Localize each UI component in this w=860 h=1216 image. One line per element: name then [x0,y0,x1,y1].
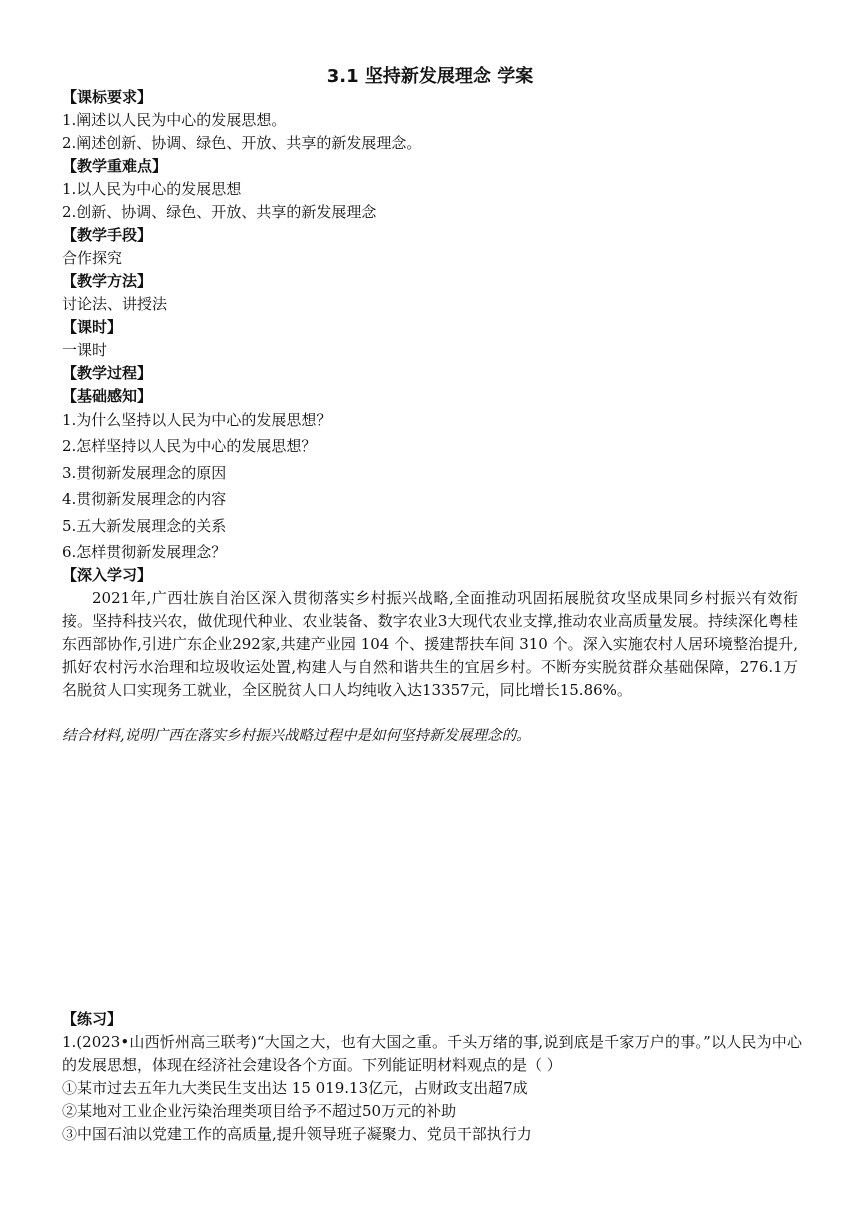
basics-item: 5.五大新发展理念的关系 [62,517,227,535]
curriculum-item: 1.阐述以人民为中心的发展思想。 [62,111,287,129]
heading-deep-learning: 【深入学习】 [62,566,153,584]
methods-text: 讨论法、讲授法 [62,295,168,313]
basics-item: 6.怎样贯彻新发展理念？ [62,543,227,561]
heading-process: 【教学过程】 [62,364,153,382]
practice-option: ③中国石油以党建工作的高质量,提升领导班子凝聚力、党员干部执行力 [62,1125,532,1143]
basics-item: 1.为什么坚持以人民为中心的发展思想？ [62,411,332,429]
heading-means: 【教学手段】 [62,226,153,244]
document-title: 3.1 坚持新发展理念 学案 [326,66,534,87]
material-paragraph: 2021年,广西壮族自治区深入贯彻落实乡村振兴战略,全面推动巩固拓展脱贫攻坚成果同乡村振兴有效衔接。坚持科技兴农，做优现代种业、农业装备、数字农业3大现代农业支撑,推动农业高质量发展。持续深化粤桂东西部协作,引进广东企业292家,共建产业园 104 个、援建帮扶车间 310 个。深入实施农村人居环境整治提升,抓好农村污水治理和垃圾收运处置,构建人与自然和谐共生的宜居乡村。不断夯实脱贫群众基础保障，276.1万名脱贫人口实现务工就业，全区脱贫人口人均纯收入达13357元，同比增长15.86%。 [62,589,798,699]
heading-curriculum: 【课标要求】 [62,88,153,106]
heading-key-points: 【教学重难点】 [62,157,168,175]
heading-basics: 【基础感知】 [62,387,153,405]
practice-question: 1.(2023•山西忻州高三联考)“大国之大，也有大国之重。千头万绪的事,说到底是千家万户的事。”以人民为中心的发展思想，体现在经济社会建设各个方面。下列能证明材料观点的是（ ） [62,1033,802,1074]
material-prompt: 结合材料,说明广西在落实乡村振兴战略过程中是如何坚持新发展理念的。 [62,728,531,744]
means-text: 合作探究 [62,249,123,267]
basics-item: 4.贯彻新发展理念的内容 [62,490,227,508]
practice-option: ②某地对工业企业污染治理类项目给予不超过50万元的补助 [62,1102,457,1120]
curriculum-item: 2.阐述创新、协调、绿色、开放、共享的新发展理念。 [62,134,422,152]
heading-practice: 【练习】 [62,1010,123,1028]
key-point-item: 2.创新、协调、绿色、开放、共享的新发展理念 [62,203,377,221]
heading-hours: 【课时】 [62,318,123,336]
basics-item: 2.怎样坚持以人民为中心的发展思想？ [62,437,317,455]
key-point-item: 1.以人民为中心的发展思想 [62,180,242,198]
practice-option: ①某市过去五年九大类民生支出达 15 019.13亿元，占财政支出超7成 [62,1079,528,1097]
heading-methods: 【教学方法】 [62,272,153,290]
basics-item: 3.贯彻新发展理念的原因 [62,464,227,482]
hours-text: 一课时 [62,341,108,359]
